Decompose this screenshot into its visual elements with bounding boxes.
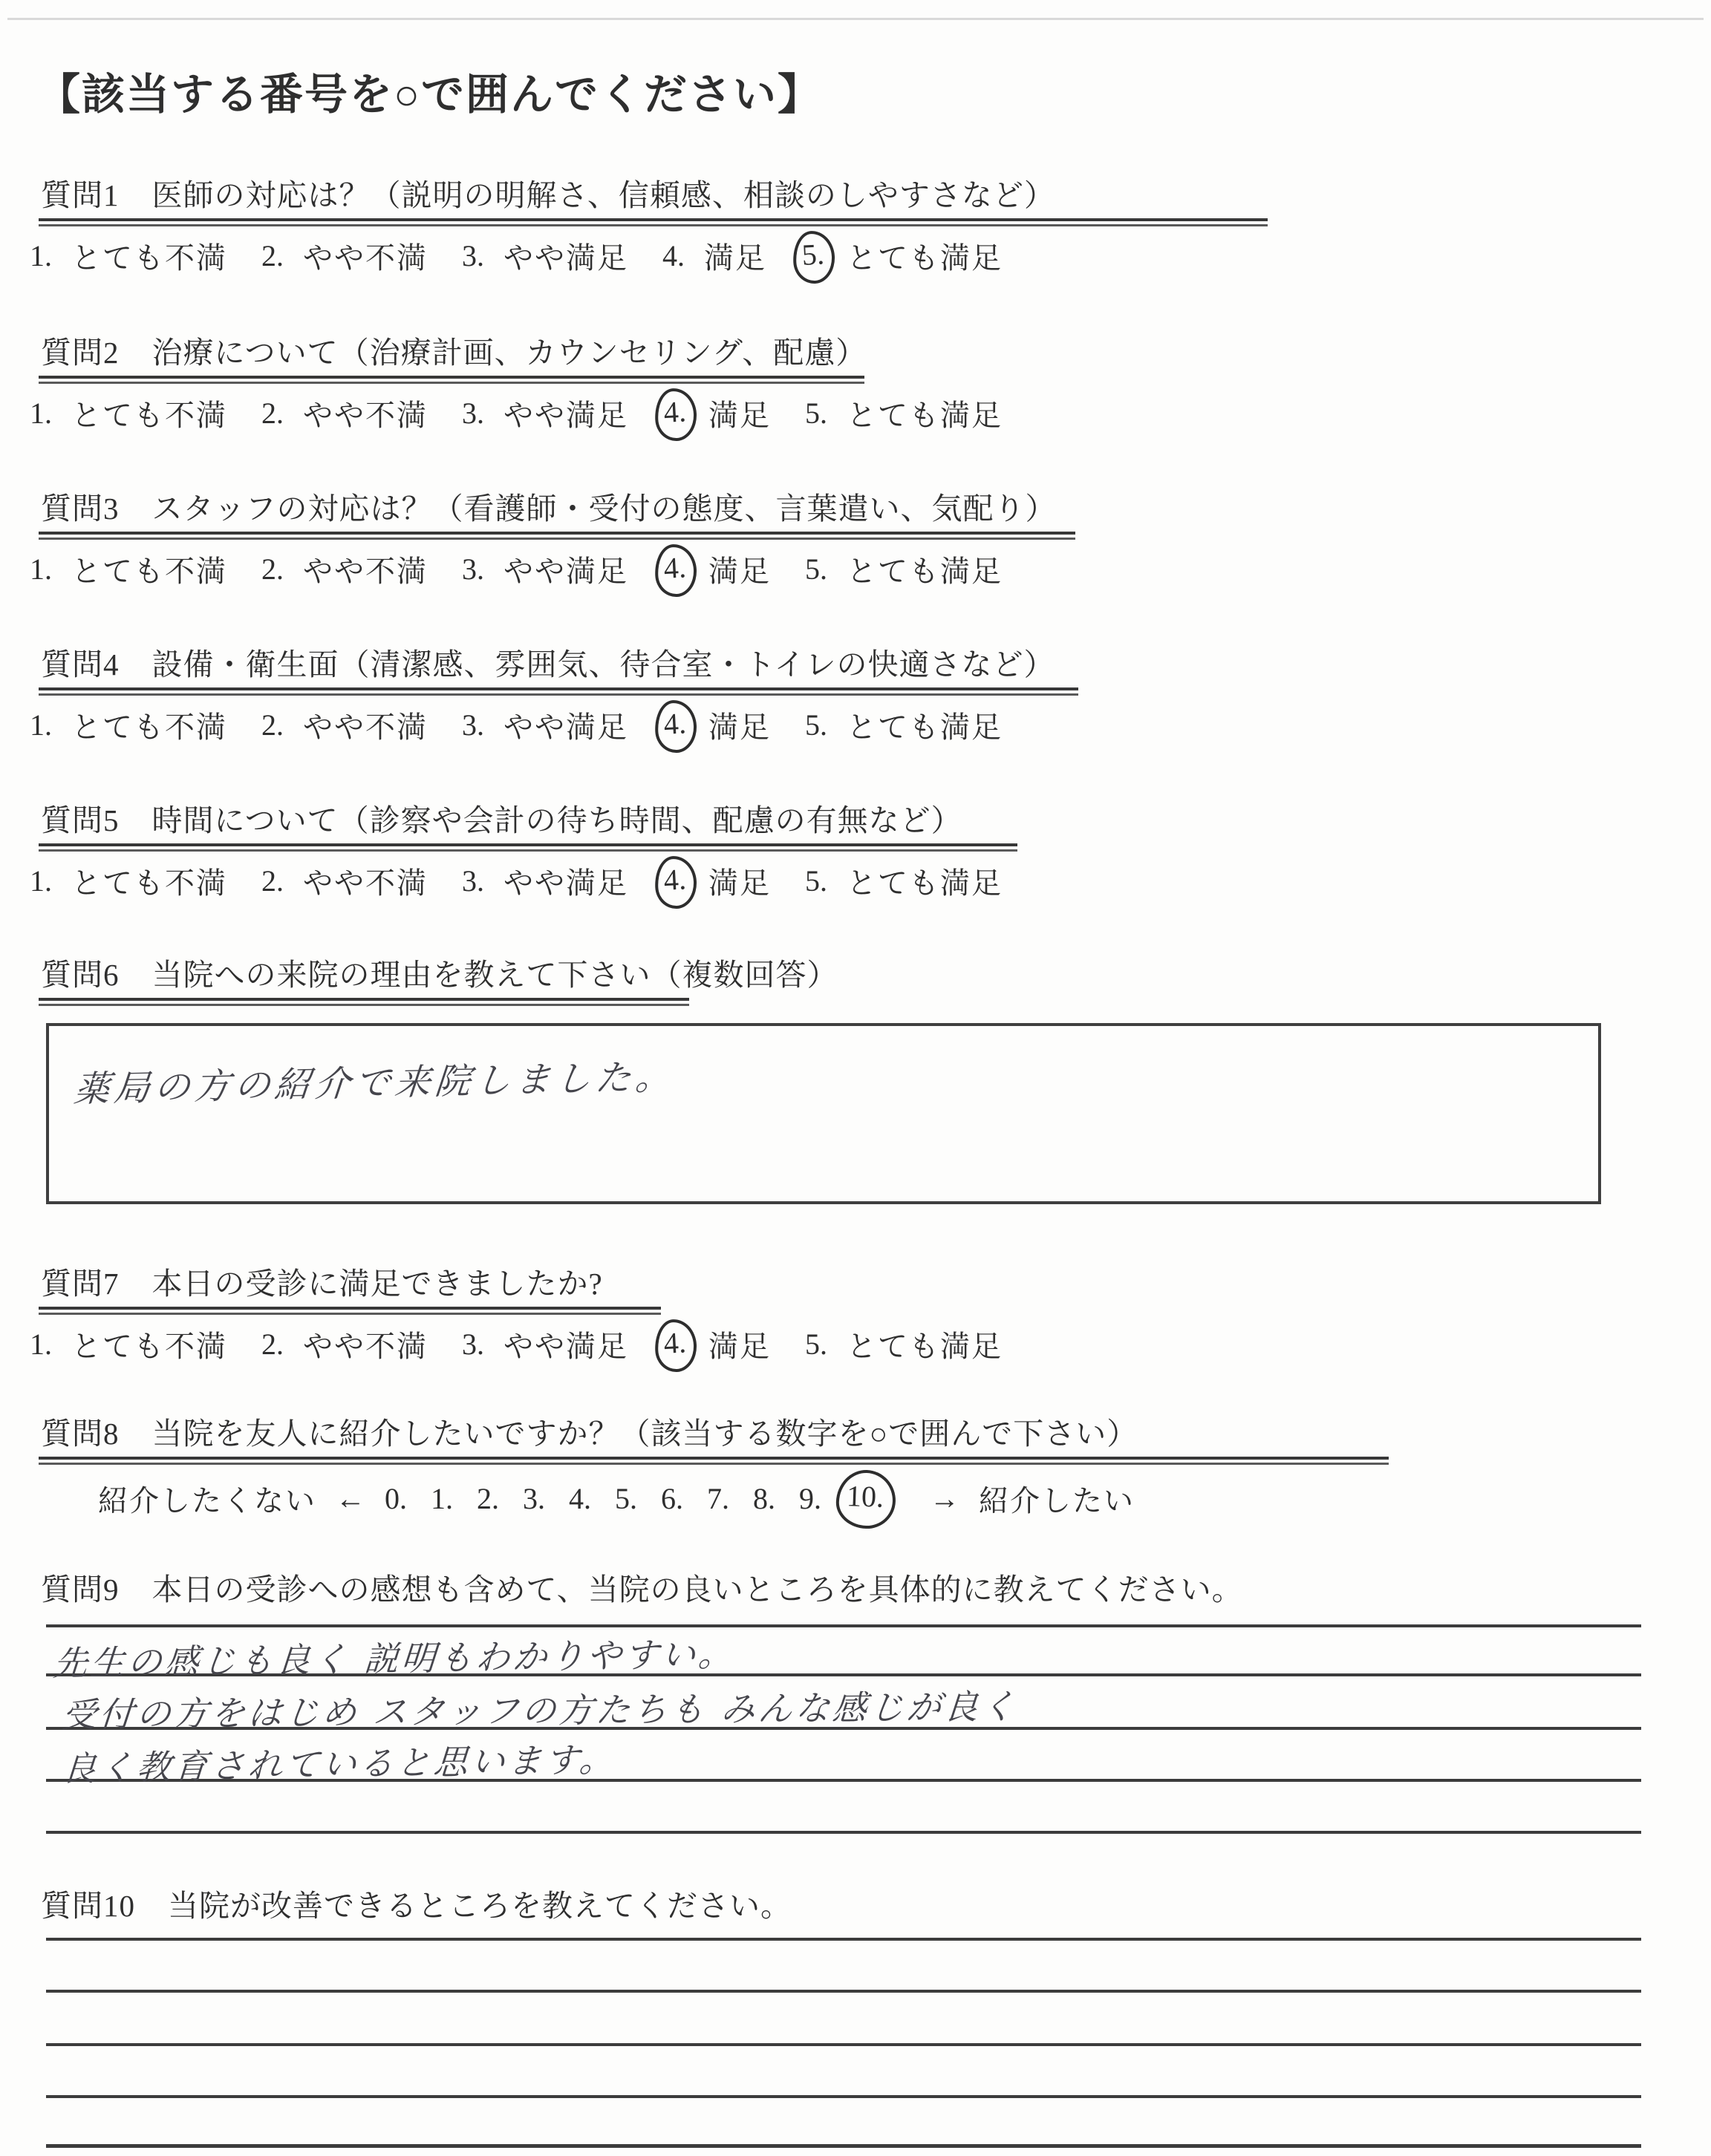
nps-right-label: 紹介したい	[979, 1483, 1135, 1518]
question-label: 質問9	[41, 1572, 120, 1607]
question-title: 設備・衛生面（清潔感、雰囲気、待合室・トイレの快適さなど）	[151, 647, 1055, 682]
option-label: とても不満	[71, 241, 227, 275]
selected-option-circle: 4.	[654, 543, 698, 598]
rating-row-q2	[30, 391, 1037, 435]
option-number: 5.	[805, 863, 827, 898]
option-label: とても満足	[847, 398, 1003, 432]
option-number: 5.	[805, 396, 827, 430]
option-label: やや満足	[503, 554, 628, 588]
header-underline	[39, 1457, 1389, 1465]
rating-option-2	[261, 392, 428, 434]
question-label: 質問10	[41, 1889, 135, 1923]
option-label: とても不満	[71, 866, 227, 900]
nps-number: 9.	[799, 1481, 821, 1515]
selected-option-circle: 4.	[654, 387, 698, 442]
nps-number: 3.	[523, 1481, 545, 1515]
rating-option-5	[805, 704, 1003, 746]
option-label: 満足	[708, 1329, 771, 1363]
option-label: とても不満	[71, 554, 227, 588]
option-label: 満足	[708, 398, 771, 432]
option-label: とても不満	[71, 1329, 227, 1363]
rating-option-2	[261, 235, 428, 277]
nps-number: 2.	[477, 1481, 499, 1515]
nps-number: 0.	[385, 1481, 407, 1515]
question-label: 質問1	[41, 178, 120, 212]
ruled-line	[46, 2043, 1641, 2046]
rating-row-q1	[30, 233, 1037, 278]
nps-number: 1.	[431, 1481, 453, 1515]
rating-option-3	[462, 860, 628, 902]
question-4-header	[41, 640, 1055, 684]
rating-option-4	[662, 860, 771, 902]
option-number: 1.	[30, 396, 52, 430]
header-underline	[39, 687, 1078, 696]
question-10-header	[41, 1881, 792, 1925]
option-number: 1.	[30, 1327, 52, 1361]
rating-option-5	[801, 235, 1003, 277]
question-label: 質問3	[41, 491, 120, 526]
rating-option-5	[805, 548, 1003, 590]
nps-number: 5.	[615, 1481, 637, 1515]
question-title: 本日の受診への感想も含めて、当院の良いところを具体的に教えてください。	[151, 1572, 1243, 1607]
handwritten-answer: 薬局の方の紹介で来院しました。	[72, 1056, 677, 1111]
option-number: 2.	[261, 708, 284, 742]
question-label: 質問7	[41, 1267, 120, 1301]
ruled-line	[46, 1624, 1641, 1627]
option-label: とても不満	[71, 398, 227, 432]
rating-option-3	[462, 548, 628, 590]
nps-number: 8.	[753, 1481, 775, 1515]
option-number: 1.	[30, 863, 52, 898]
rating-option-2	[261, 704, 428, 746]
question-title: 治療について（治療計画、カウンセリング、配慮）	[151, 336, 867, 370]
rating-option-1	[30, 392, 227, 434]
right-arrow-icon: →	[930, 1481, 959, 1515]
option-number: 3.	[462, 863, 484, 898]
option-number: 3.	[462, 238, 484, 272]
option-label: 満足	[708, 710, 771, 744]
option-label: とても満足	[847, 241, 1003, 275]
rating-option-4	[662, 235, 766, 277]
option-number: 4.	[662, 238, 685, 272]
question-7-header	[41, 1259, 603, 1303]
question-label: 質問6	[41, 958, 120, 992]
option-label: やや不満	[303, 710, 428, 744]
question-title: 本日の受診に満足できましたか?	[151, 1267, 603, 1301]
question-8-header	[41, 1409, 1138, 1453]
nps-number: 4.	[569, 1481, 591, 1515]
nps-selected-circle: 10.	[835, 1469, 897, 1529]
option-label: やや満足	[503, 710, 628, 744]
question-title: 当院への来院の理由を教えて下さい（複数回答）	[151, 958, 838, 992]
question-title: 時間について（診察や会計の待ち時間、配慮の有無など）	[151, 803, 962, 837]
rating-row-q4	[30, 702, 1037, 747]
option-number: 5.	[805, 1327, 827, 1361]
question-label: 質問5	[41, 803, 120, 837]
selected-option-circle: 4.	[654, 1318, 698, 1373]
option-number: 3.	[462, 708, 484, 742]
option-label: とても不満	[71, 710, 227, 744]
rating-option-1	[30, 548, 227, 590]
left-arrow-icon: ←	[336, 1481, 365, 1515]
nps-scale-row	[98, 1474, 1135, 1522]
ruled-line	[46, 2095, 1641, 2098]
question-5-header	[41, 796, 962, 840]
option-number: 2.	[261, 1327, 284, 1361]
rating-option-3	[462, 392, 628, 434]
rating-option-4	[662, 548, 771, 590]
ruled-line	[46, 1938, 1641, 1941]
question-9-header	[41, 1565, 1243, 1609]
option-label: やや不満	[303, 398, 428, 432]
page-title: 【該当する番号を○で囲んでください】	[37, 71, 823, 119]
rating-option-3	[462, 704, 628, 746]
option-number: 1.	[30, 552, 52, 586]
free-answer-box	[46, 1023, 1601, 1204]
option-number: 3.	[462, 396, 484, 430]
option-label: とても満足	[847, 866, 1003, 900]
nps-number: 6.	[661, 1481, 683, 1515]
header-underline	[39, 843, 1017, 852]
option-label: やや満足	[503, 398, 628, 432]
option-label: やや不満	[303, 554, 428, 588]
nps-left-label: 紹介したくない	[98, 1483, 316, 1518]
ruled-line	[46, 1831, 1641, 1834]
nps-number: 7.	[707, 1481, 729, 1515]
selected-option-circle: 4.	[654, 855, 698, 909]
option-label: とても満足	[847, 1329, 1003, 1363]
rating-option-1	[30, 860, 227, 902]
option-number: 2.	[261, 238, 284, 272]
rating-option-1	[30, 235, 227, 277]
rating-option-4	[662, 1323, 771, 1365]
rating-row-q7	[30, 1322, 1037, 1366]
option-label: 満足	[708, 554, 771, 588]
header-underline	[39, 998, 689, 1006]
rating-option-4	[662, 392, 771, 434]
rating-option-5	[805, 392, 1003, 434]
ruled-line	[46, 1990, 1641, 1993]
header-underline	[39, 218, 1268, 226]
option-number: 5.	[805, 552, 827, 586]
rating-row-q5	[30, 858, 1037, 903]
question-label: 質問4	[41, 647, 120, 682]
header-underline	[39, 1307, 661, 1315]
rating-option-2	[261, 1323, 428, 1365]
rating-option-5	[805, 1323, 1003, 1365]
option-number: 1.	[30, 708, 52, 742]
option-label: やや満足	[503, 1329, 628, 1363]
rating-option-3	[462, 235, 628, 277]
question-1-header	[41, 171, 1055, 215]
option-label: 満足	[704, 241, 766, 275]
option-label: やや満足	[503, 866, 628, 900]
question-title: スタッフの対応は？（看護師・受付の態度、言葉遣い、気配り）	[151, 491, 1057, 526]
header-underline	[39, 532, 1075, 540]
option-number: 1.	[30, 238, 52, 272]
handwritten-answer-line: 受付の方をはじめ スタッフの方たちも みんな感じが良く	[60, 1686, 1020, 1735]
option-label: やや不満	[303, 866, 428, 900]
scan-artifact-line	[7, 18, 1704, 20]
option-label: 満足	[708, 866, 771, 900]
option-number: 5.	[805, 708, 827, 742]
question-6-header	[41, 950, 838, 994]
option-number: 2.	[261, 863, 284, 898]
rating-option-4	[662, 704, 771, 746]
question-3-header	[41, 484, 1057, 528]
question-title: 当院を友人に紹介したいですか？（該当する数字を○で囲んで下さい）	[151, 1417, 1138, 1451]
rating-option-1	[30, 704, 227, 746]
question-label: 質問8	[41, 1417, 120, 1451]
rating-option-3	[462, 1323, 628, 1365]
option-label: やや満足	[503, 241, 628, 275]
question-label: 質問2	[41, 336, 120, 370]
selected-option-circle: 5.	[792, 229, 836, 284]
option-number: 3.	[462, 1327, 484, 1361]
handwritten-answer-line: 良く教育されていると思います。	[60, 1739, 618, 1789]
option-label: やや不満	[303, 1329, 428, 1363]
rating-option-2	[261, 548, 428, 590]
option-label: やや不満	[303, 241, 428, 275]
option-number: 2.	[261, 552, 284, 586]
option-number: 3.	[462, 552, 484, 586]
question-title: 医師の対応は？（説明の明解さ、信頼感、相談のしやすさなど）	[151, 178, 1055, 212]
ruled-line	[46, 2144, 1641, 2148]
option-number: 2.	[261, 396, 284, 430]
rating-option-5	[805, 860, 1003, 902]
header-underline	[39, 376, 864, 384]
question-title: 当院が改善できるところを教えてください。	[168, 1889, 792, 1923]
option-label: とても満足	[847, 710, 1003, 744]
question-2-header	[41, 328, 867, 372]
selected-option-circle: 4.	[654, 699, 698, 754]
rating-option-2	[261, 860, 428, 902]
handwritten-answer-line: 先生の感じも良く 説明もわかりやすい。	[51, 1633, 737, 1684]
rating-row-q3	[30, 546, 1037, 591]
rating-option-1	[30, 1323, 227, 1365]
option-label: とても満足	[847, 554, 1003, 588]
